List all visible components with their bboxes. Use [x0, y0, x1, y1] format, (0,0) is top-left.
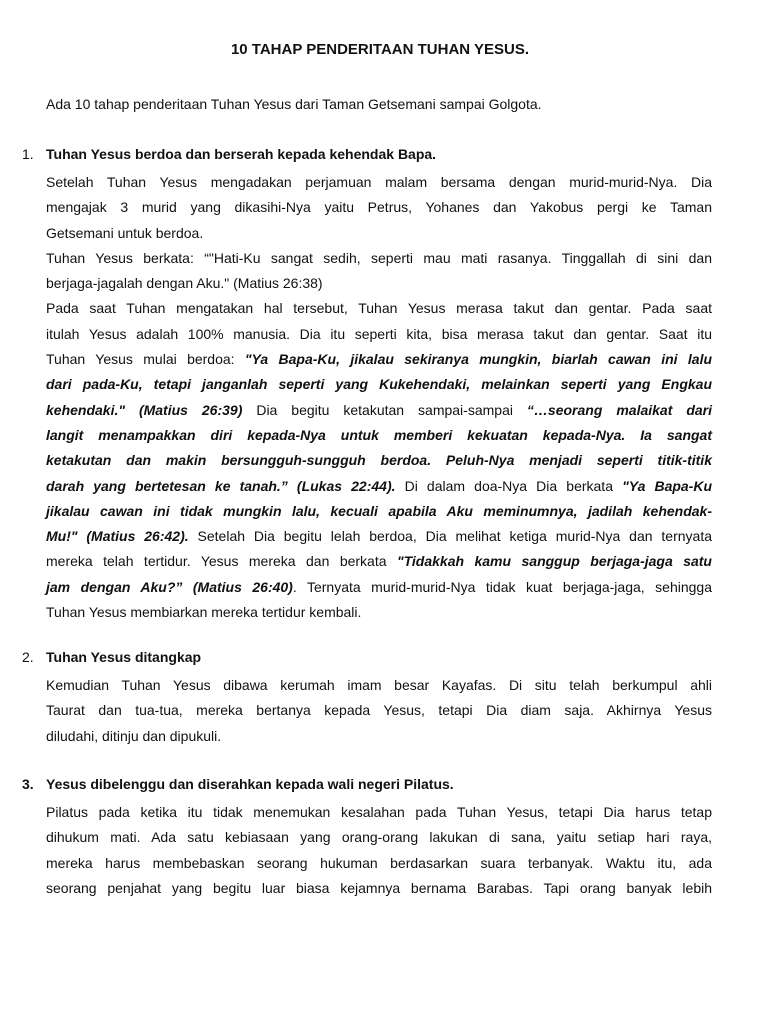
scripture-quote: ketakutan dan makin bersungguh-sungguh berdoa. Peluh-Nya menjadi seperti titik-titik [46, 452, 712, 469]
text-line: Getsemani untuk berdoa. [46, 224, 204, 241]
text-line [46, 524, 712, 549]
section-1-title: Tuhan Yesus berdoa dan berserah kepada kehendak Bapa. [46, 146, 437, 162]
text-line: diludahi, ditinju dan dipukuli. [46, 727, 222, 744]
scripture-quote: darah yang bertetesan ke tanah.” (Lukas 22:44). [46, 477, 396, 494]
section-3-body [46, 800, 712, 901]
text-line [46, 549, 712, 574]
text-line: Pada saat Tuhan mengatakan hal tersebut, Tuhan Yesus merasa takut dan gentar. Pada saat [46, 300, 712, 317]
text-line: Setelah Tuhan Yesus mengadakan perjamuan malam bersama dengan murid-murid-Nya. Dia [46, 174, 712, 190]
text-line: seorang penjahat yang begitu luar biasa kejamnya bernama Barabas. Tapi orang banyak lebih [46, 879, 712, 896]
section-1-body [46, 170, 712, 625]
scripture-quote: dari pada-Ku, tetapi janganlah seperti yang Kukehendaki, melainkan seperti yang Engkau [46, 376, 712, 393]
text-line [46, 347, 712, 372]
text-line [46, 474, 712, 499]
section-2-body [46, 673, 712, 749]
text-line: dihukum mati. Ada satu kebiasaan yang orang-orang lakukan di sana, yaitu setiap hari raya, [46, 829, 712, 846]
text-line: berjaga-jagalah dengan Aku." (Matius 26:38) [46, 275, 323, 292]
scripture-quote: jikalau cawan ini tidak mungkin lalu, kecuali apabila Aku meminumnya, jadilah kehendak- [46, 502, 712, 519]
scripture-quote: jam dengan Aku?” (Matius 26:40) [46, 578, 293, 595]
section-3-title: Yesus dibelenggu dan diserahkan kepada wali negeri Pilatus. [46, 776, 454, 792]
text-line: Kemudian Tuhan Yesus dibawa kerumah imam besar Kayafas. Di situ telah berkumpul ahli [46, 677, 712, 693]
scripture-quote: Mu!" (Matius 26:42). [46, 528, 189, 545]
text-line: itulah Yesus adalah 100% manusia. Dia itu seperti kita, bisa merasa takut dan gentar. Saat itu [46, 325, 712, 342]
section-2-number: 2. [22, 649, 34, 665]
scripture-quote: "Ya Bapa-Ku [622, 477, 713, 494]
text-run: Setelah Dia begitu lelah berdoa, Dia melihat ketiga murid-Nya dan ternyata [197, 528, 713, 545]
section-1-heading [0, 146, 768, 171]
text-line: Tuhan Yesus berkata: “"Hati-Ku sangat sedih, seperti mau mati rasanya. Tinggallah di sini dan [46, 249, 712, 266]
text-line: Pilatus pada ketika itu tidak menemukan kesalahan pada Tuhan Yesus, tetapi Dia harus tetap [46, 804, 712, 820]
section-3-number: 3. [22, 776, 34, 792]
section-2 [0, 649, 768, 749]
scripture-quote: “…seorang malaikat dari [526, 401, 712, 418]
text-line: Tuhan Yesus membiarkan mereka tertidur kembali. [46, 604, 362, 621]
section-3-heading [0, 776, 768, 801]
text-run: . Ternyata murid-murid-Nya tidak kuat berjaga-jaga, sehingga [292, 578, 712, 595]
scripture-quote: langit menampakkan diri kepada-Nya untuk memberi kekuatan kepada-Nya. Ia sangat [46, 426, 712, 443]
text-run: Tuhan Yesus mulai berdoa: [46, 351, 235, 368]
document-title: 10 TAHAP PENDERITAAN TUHAN YESUS. [230, 41, 530, 58]
text-run: mereka telah tertidur. Yesus mereka dan berkata [46, 553, 387, 570]
section-1-number: 1. [22, 146, 34, 162]
text-line: mereka harus membebaskan seorang hukuman berdasarkan suara terbanyak. Waktu itu, ada [46, 854, 712, 871]
scripture-quote: kehendaki." (Matius 26:39) [46, 401, 243, 418]
section-3 [0, 776, 768, 901]
text-line: mengajak 3 murid yang dikasihi-Nya yaitu Petrus, Yohanes dan Yakobus pergi ke Taman [46, 199, 712, 216]
text-line [46, 398, 712, 423]
scripture-quote: "Tidakkah kamu sanggup berjaga-jaga satu [396, 553, 712, 570]
section-1 [0, 146, 768, 625]
text-line: Taurat dan tua-tua, mereka bertanya kepada Yesus, tetapi Dia diam saja. Akhirnya Yesus [46, 702, 712, 719]
scripture-quote: "Ya Bapa-Ku, jikalau sekiranya mungkin, biarlah cawan ini lalu [244, 351, 713, 368]
text-line [46, 575, 712, 600]
text-run: Dia begitu ketakutan sampai-sampai [256, 401, 513, 418]
section-2-heading [0, 649, 768, 674]
text-run: Di dalam doa-Nya Dia berkata [404, 477, 613, 494]
section-2-title: Tuhan Yesus ditangkap [46, 649, 202, 665]
intro-paragraph: Ada 10 tahap penderitaan Tuhan Yesus dari Taman Getsemani sampai Golgota. [46, 96, 542, 112]
